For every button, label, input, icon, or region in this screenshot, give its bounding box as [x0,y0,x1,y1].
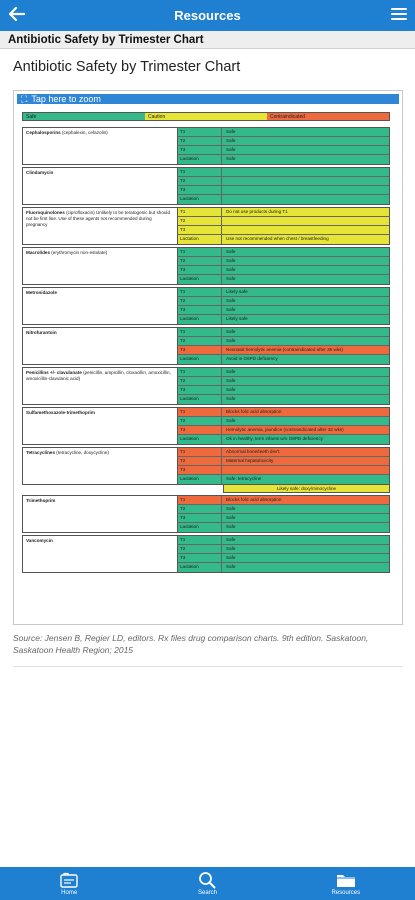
period-label: T2 [178,137,222,145]
nav-home[interactable] [0,867,138,900]
drug-detail: (erythromycin non-estolate) [50,250,108,255]
safety-note: Safe [226,147,236,152]
trimester-row [178,186,389,195]
trimester-row [178,563,389,572]
trimester-row [178,257,389,266]
safety-note: Safe [226,329,236,334]
period-label: T1 [178,536,222,544]
safety-note: Ok in healthy, term infants w/o G6PD deficiency [226,436,323,441]
drug-row [22,495,390,533]
trimester-row [178,554,389,563]
trimester-row [178,146,389,155]
drug-row [22,367,390,405]
safety-note: Safe: tetracycline [226,476,262,481]
safety-note: Safe [226,138,236,143]
trimester-cells [178,208,389,244]
period-label: T1 [178,496,222,504]
drug-name-cell [23,328,178,364]
extra-note: Likely safe: doxy/minocycline [223,485,390,493]
drug-row [22,535,390,573]
safety-note: Safe [226,396,236,401]
safety-note: Blocks folic acid absorption [226,497,282,502]
period-label: T3 [178,266,222,274]
safety-note: Neonatal hemolytic anemia (contraindicated after 36 wks) [226,347,343,352]
safety-note: Safe [226,564,236,569]
safety-note: Use not recommended when chest / breastfeeding [226,236,329,241]
period-label: T2 [178,257,222,265]
nav-resources[interactable] [277,867,415,900]
drug-name-cell [23,168,178,204]
safety-note: Safe [226,506,236,511]
trimester-cells [178,328,389,364]
trimester-row [178,426,389,435]
trimester-row [178,355,389,364]
trimester-row [178,306,389,315]
trimester-cells [178,128,389,164]
period-label: Lactation [178,315,222,324]
safety-note: Safe [226,387,236,392]
safety-note [222,466,389,474]
safety-note: Likely safe [226,289,248,294]
trimester-row [178,505,389,514]
trimester-row [178,288,389,297]
chart-legend [22,112,390,121]
drug-name: Cephalosporins [26,130,61,135]
drug-name-cell [23,496,178,532]
safety-note: Safe [226,258,236,263]
chart-image[interactable] [13,90,403,625]
trimester-row [178,177,389,186]
safety-note [222,226,389,234]
period-label: T1 [178,288,222,296]
safety-note: Safe [226,378,236,383]
safety-note: Safe [226,515,236,520]
app-bar-title: Resources [174,8,241,23]
drug-name: Tetracyclines [26,450,56,455]
drug-name: Clindamycin [26,170,54,175]
trimester-row [178,346,389,355]
bottom-navigation [0,867,415,900]
period-label: T3 [178,306,222,314]
drug-row [22,247,390,285]
period-label: T1 [178,248,222,256]
drug-name-cell [23,128,178,164]
trimester-row [178,514,389,523]
drug-row [22,167,390,205]
period-label: T3 [178,346,222,354]
drug-name: Vancomycin [26,538,53,543]
safety-note: Avoid in G6PD deficiency [226,356,278,361]
period-label: T2 [178,337,222,345]
trimester-cells [178,408,389,444]
legend-caution: Caution [145,113,267,120]
drug-row [22,287,390,325]
page-title: Antibiotic Safety by Trimester Chart [13,59,241,75]
trimester-row [178,155,389,164]
trimester-cells [178,168,389,204]
back-arrow-icon[interactable] [6,4,28,26]
trimester-row [178,217,389,226]
safety-note: Safe [226,307,236,312]
trimester-row [178,235,389,244]
trimester-row [178,457,389,466]
folder-icon [336,871,356,889]
safety-note: Safe [226,129,236,134]
nav-resources-label: Resources [331,890,361,896]
safety-note: Safe [226,537,236,542]
top-app-bar [0,0,415,31]
trimester-row [178,408,389,417]
drug-name: Macrolides [26,250,50,255]
period-label: T1 [178,408,222,416]
safety-note [222,195,389,204]
nav-search[interactable] [138,867,276,900]
period-label: T3 [178,146,222,154]
safety-note: Safe [226,546,236,551]
safety-note: Safe [226,369,236,374]
period-label: T2 [178,177,222,185]
hamburger-menu-icon[interactable] [391,8,407,22]
period-label: Lactation [178,475,222,484]
drug-detail: (tetracycline, doxycycline) [55,450,109,455]
trimester-row [178,315,389,324]
safety-note: Likely safe [226,316,248,321]
period-label: Lactation [178,195,222,204]
period-label: Lactation [178,355,222,364]
safety-note [222,168,389,176]
safety-note: Safe [226,418,236,423]
safety-note: Safe [226,338,236,343]
drug-name: Metronidazole [26,290,57,295]
period-label: T3 [178,466,222,474]
trimester-row [178,275,389,284]
trimester-cells [178,288,389,324]
trimester-cells [178,448,389,484]
page-subtitle-bar: Antibiotic Safety by Trimester Chart [0,31,415,49]
zoom-label: Tap here to zoom [31,94,101,104]
period-label: T3 [178,554,222,562]
trimester-row [178,395,389,404]
period-label: T2 [178,505,222,513]
drug-table [22,127,390,575]
nav-home-label: Home [61,890,78,896]
drug-row [22,127,390,165]
safety-note: Safe [226,156,236,161]
trimester-row [178,545,389,554]
period-label: Lactation [178,275,222,284]
period-label: T2 [178,457,222,465]
trimester-row [178,496,389,505]
drug-row [22,447,390,485]
period-label: T1 [178,448,222,456]
period-label: T2 [178,545,222,553]
safety-note: Safe [226,524,236,529]
period-label: T1 [178,328,222,336]
safety-note [222,186,389,194]
period-label: Lactation [178,395,222,404]
trimester-row [178,297,389,306]
period-label: T3 [178,186,222,194]
trimester-cells [178,496,389,532]
search-icon [198,871,216,889]
trimester-row [178,417,389,426]
drug-detail: (cephalexin, cefazolin) [60,130,108,135]
drug-name-cell [23,448,178,484]
period-label: Lactation [178,563,222,572]
trimester-row [178,208,389,217]
safety-note: Hemolytic anemia, jaundice (contraindicated after 32 wks) [226,427,344,432]
safety-note: Safe [226,555,236,560]
period-label: T3 [178,386,222,394]
trimester-row [178,386,389,395]
period-label: T3 [178,514,222,522]
nav-search-label: Search [197,890,217,896]
expand-icon: ⛶ [21,94,28,104]
period-label: Lactation [178,235,222,244]
drug-row [22,207,390,245]
trimester-row [178,435,389,444]
home-icon [60,871,78,889]
trimester-row [178,475,389,484]
period-label: T1 [178,368,222,376]
trimester-row [178,368,389,377]
drug-name-cell [23,408,178,444]
drug-row [22,407,390,445]
drug-name-cell [23,248,178,284]
safety-note [222,217,389,225]
period-label: T1 [178,128,222,136]
period-label: T2 [178,217,222,225]
trimester-cells [178,248,389,284]
period-label: T3 [178,426,222,434]
trimester-row [178,448,389,457]
trimester-row [178,248,389,257]
drug-name-cell [23,536,178,572]
trimester-row [178,337,389,346]
tap-to-zoom-bar[interactable] [17,94,399,104]
drug-name: Fluoroquinolones [26,210,65,215]
period-label: Lactation [178,523,222,532]
safety-note [222,177,389,185]
divider [13,666,403,667]
safety-note: Safe [226,276,236,281]
period-label: T2 [178,377,222,385]
trimester-row [178,226,389,235]
period-label: T3 [178,226,222,234]
drug-name-cell [23,368,178,404]
drug-name: Trimethoprim [26,498,56,503]
period-label: Lactation [178,435,222,444]
trimester-row [178,137,389,146]
safety-note: Safe [226,298,236,303]
drug-detail: (penicillin, ampicillin, cloxacillin, amoxicillin, amoxicillin-clavulanic acid) [26,370,171,381]
trimester-row [178,266,389,275]
trimester-row [178,195,389,204]
trimester-row [178,377,389,386]
drug-name-cell [23,208,178,244]
safety-note: Maternal hepatotoxicity [226,458,274,463]
legend-contraindicated: Contraindicated [267,113,389,120]
safety-note: Do not use products during T1 [226,209,288,214]
safety-note: Blocks folic acid absorption [226,409,282,414]
trimester-row [178,168,389,177]
trimester-cells [178,536,389,572]
trimester-cells [178,368,389,404]
safety-note: Safe [226,267,236,272]
period-label: Lactation [178,155,222,164]
drug-name: Sulfamethoxazole-trimethoprim [26,410,95,415]
trimester-row [178,128,389,137]
period-label: T2 [178,297,222,305]
trimester-row [178,536,389,545]
safety-note: Safe [226,249,236,254]
trimester-row [178,466,389,475]
drug-row [22,327,390,365]
drug-detail: (ciprofloxacin) Unlikely to be teratogenic but should not be first line. Use of these agents not recommended during pregnancy [26,210,170,227]
period-label: T1 [178,208,222,216]
drug-name: Penicillins +/- clavulanate [26,370,82,375]
period-label: T2 [178,417,222,425]
safety-note: Abnormal bone/teeth dev't [226,449,280,454]
drug-name-cell [23,288,178,324]
period-label: T1 [178,168,222,176]
drug-name: Nitrofurantoin [26,330,57,335]
trimester-row [178,328,389,337]
source-citation: Source: Jensen B, Regier LD, editors. Rx files drug comparison charts. 9th edition. Saskatoon, Saskatoon Health Region; 2015 [13,633,369,655]
trimester-row [178,523,389,532]
legend-safe: Safe [23,113,145,120]
